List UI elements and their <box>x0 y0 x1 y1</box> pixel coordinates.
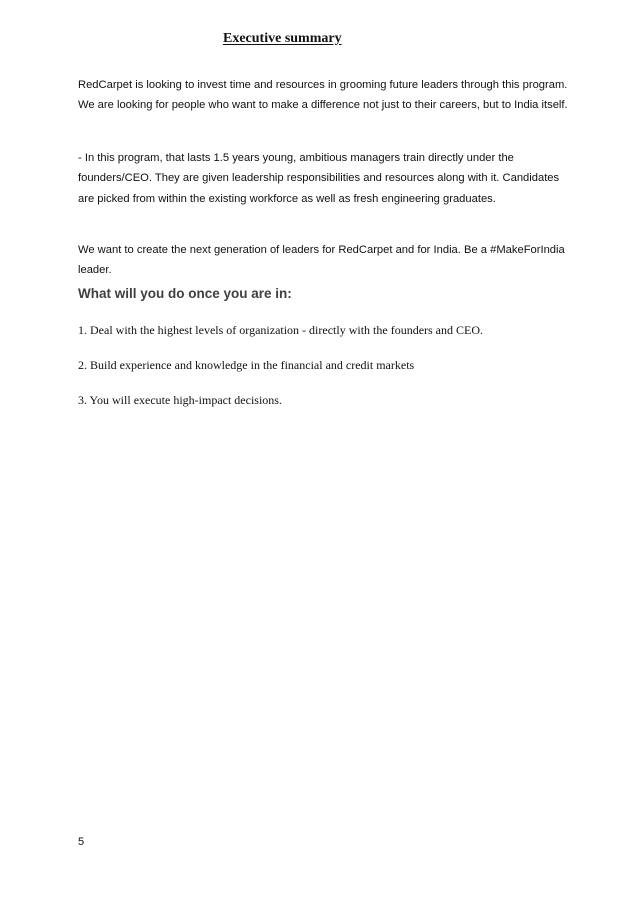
vision-paragraph: We want to create the next generation of leaders for RedCarpet and for India. Be a #MakeForIndia leader. <box>78 244 565 277</box>
section-heading: What will you do once you are in: <box>78 286 292 301</box>
list-item: 2. Build experience and knowledge in the financial and credit markets <box>78 358 415 372</box>
page-title: Executive summary <box>223 31 342 46</box>
program-paragraph: - In this program, that lasts 1.5 years young, ambitious managers train directly under the founders/CEO. They are given leadership responsibilities and resources along with it. Candidates are picked from within the existing workforce as well as fresh engineering graduates. <box>78 152 560 205</box>
page-number: 5 <box>78 836 85 848</box>
intro-paragraph: RedCarpet is looking to invest time and resources in grooming future leaders through this program. We are looking for people who want to make a difference not just to their careers, but to India itself. <box>78 79 568 112</box>
list-item: 3. You will execute high-impact decisions. <box>78 393 282 407</box>
list-item: 1. Deal with the highest levels of organization - directly with the founders and CEO. <box>78 323 484 337</box>
